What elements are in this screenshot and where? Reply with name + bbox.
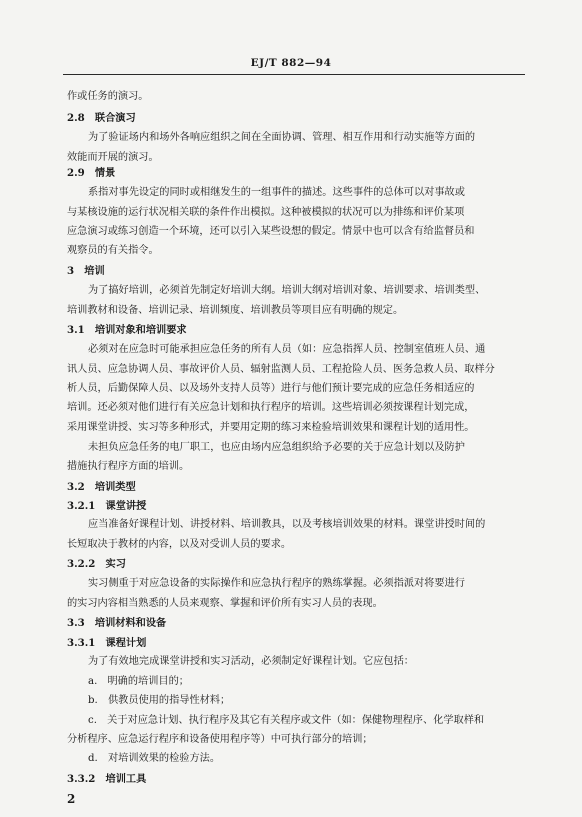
text-line: 培训。还必须对他们进行有关应急计划和执行程序的培训。这些培训必须按课程计划完成， [67, 402, 475, 413]
section-heading: 3 培训 [67, 265, 105, 277]
text-line: 必须对在应急时可能承担应急任务的所有人员（如：应急指挥人员、控制室值班人员、通 [88, 344, 486, 355]
text-line: 析人员，后勤保障人员、以及场外支持人员等）进行与他们预计要完成的应急任务相适应的 [67, 383, 475, 394]
text-line: 应急演习或练习创造一个环境，还可以引入某些设想的假定。情景中也可以含有给监督员和 [67, 226, 475, 237]
text-line: 采用课堂讲授、实习等多种形式，并要用定期的练习来检验培训效果和课程计划的适用性。 [67, 422, 475, 433]
text-line: 长短取决于教材的内容，以及对受训人员的要求。 [67, 539, 292, 550]
text-line: 系指对事先设定的同时或相继发生的一组事件的描述。这些事件的总体可以对事故或 [88, 187, 465, 198]
text-line: 措施执行程序方面的培训。 [67, 461, 190, 472]
header-rule [63, 74, 525, 75]
section-heading: 3.2.1 课堂讲授 [67, 500, 147, 512]
section-heading: 3.2 培训类型 [67, 481, 136, 493]
list-item: a. 明确的培训目的； [88, 676, 189, 687]
text-line: 为了验证场内和场外各响应组织之间在全面协调、管理、相互作用和行动实施等方面的 [88, 132, 476, 143]
list-item: c. 关于对应急计划、执行程序及其它有关程序或文件（如：保健物理程序、化学取样和 [88, 715, 485, 726]
text-line: 为了搞好培训，必须首先制定好培训大纲。培训大纲对培训对象、培训要求、培训类型、 [88, 285, 486, 296]
document-header: EJ/T 882—94 [250, 57, 332, 69]
text-line: 实习侧重于对应急设备的实际操作和应急执行程序的熟练掌握。必须指派对将要进行 [88, 578, 465, 589]
text-line: 的实习内容相当熟悉的人员来观察、掌握和评价所有实习人员的表现。 [67, 598, 383, 609]
section-heading: 3.2.2 实习 [67, 558, 126, 570]
text-line: 与某核设施的运行状况相关联的条件作出模拟。这种被模拟的状况可以为排练和评价某项 [67, 207, 465, 218]
section-heading: 3.1 培训对象和培训要求 [67, 324, 187, 336]
section-heading: 3.3 培训材料和设备 [67, 617, 167, 629]
section-heading: 2.9 情景 [67, 167, 116, 179]
text-line: 分析程序、应急运行程序和设备使用程序等）中可执行部分的培训； [67, 734, 373, 745]
text-line: 为了有效地完成课堂讲授和实习活动，必须制定好课程计划。它应包括： [88, 656, 414, 667]
section-heading: 3.3.2 培训工具 [67, 773, 147, 785]
text-line: 未担负应急任务的电厂职工，也应由场内应急组织给予必要的关于应急计划以及防护 [88, 442, 465, 453]
page-number: 2 [67, 792, 76, 806]
text-line: 效能而开展的演习。 [67, 152, 159, 163]
list-item: d. 对培训效果的检验方法。 [88, 753, 221, 764]
text-line: 培训教材和设备、培训记录、培训频度、培训教员等项目应有明确的规定。 [67, 305, 404, 316]
text-line: 讯人员、应急协调人员、事故评价人员、辐射监测人员、工程抢险人员、医务急救人员、取样分 [67, 364, 495, 375]
list-item: b. 供教员使用的指导性材料； [88, 695, 231, 706]
section-heading: 3.3.1 课程计划 [67, 637, 147, 649]
text-line: 观察员的有关指令。 [67, 245, 159, 256]
section-heading: 2.8 联合演习 [67, 112, 136, 124]
text-line: 作或任务的演习。 [67, 91, 149, 102]
text-line: 应当准备好课程计划、讲授材料、培训教具，以及考核培训效果的材料。课堂讲授时间的 [88, 519, 486, 530]
